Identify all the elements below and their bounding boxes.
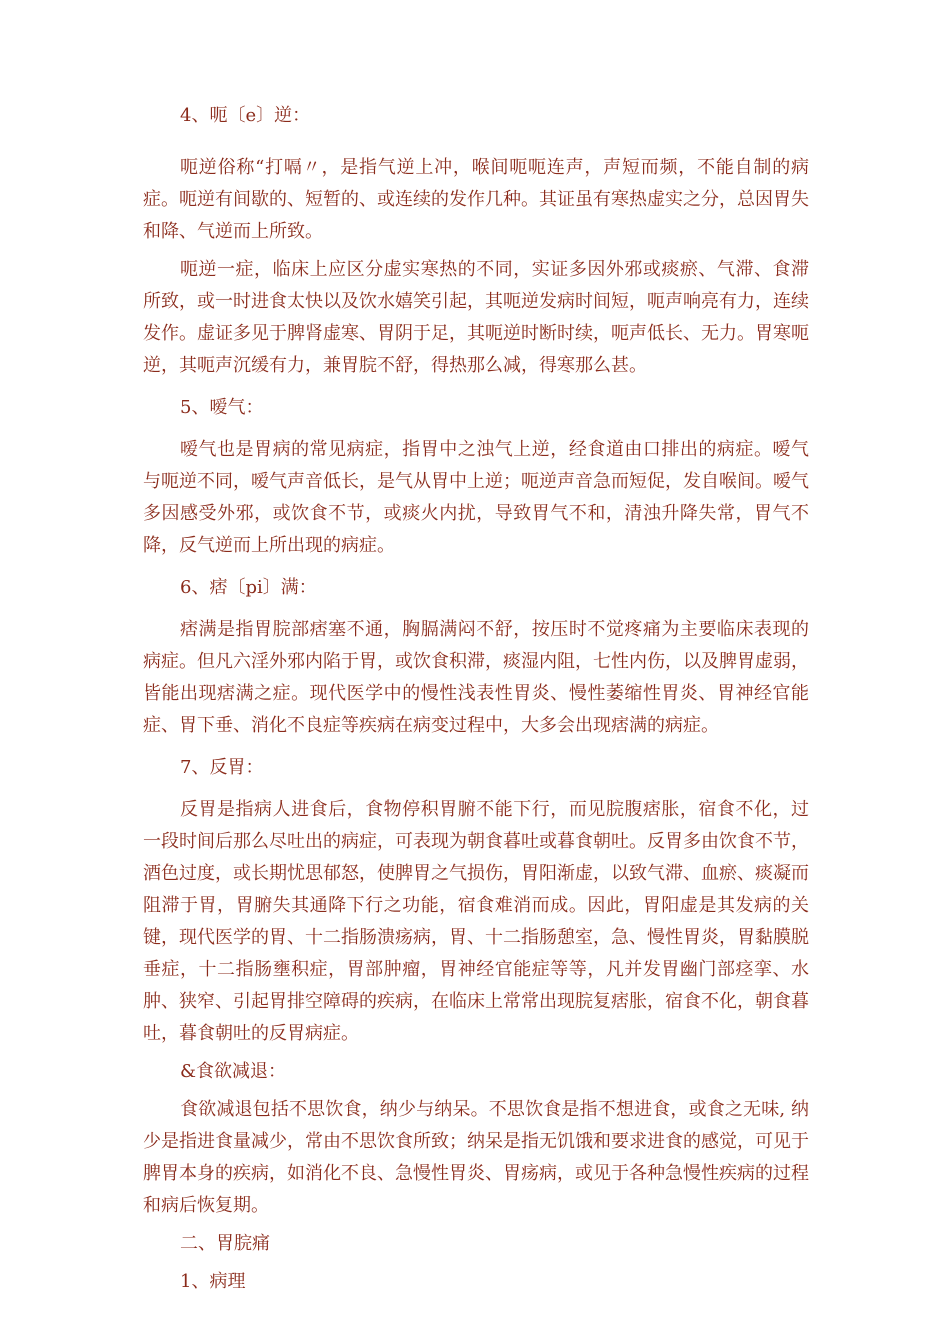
- paragraph: 呃逆一症，临床上应区分虚实寒热的不同，实证多因外邪或痰瘀、气滞、食滞所致，或一时进食太快以及饮水嬉笑引起，其呃逆发病时间短，呃声响亮有力，连续发作。虚证多见于脾肾虚寒、胃阴于足，其呃逆时断时续，呃声低长、无力。胃寒呃逆，其呃声沉缓有力，兼胃脘不舒，得热那么减，得寒那么甚。: [143, 259, 809, 376]
- section-heading: 6、痞〔pi〕满：: [180, 577, 317, 598]
- paragraph: 嗳气也是胃病的常见病症，指胃中之浊气上逆，经食道由口排出的病症。嗳气与呃逆不同，嗳气声音低长，是气从胃中上逆；呃逆声音急而短促，发自喉间。嗳气多因感受外邪，或饮食不节，或痰火内扰，导致胃气不和，清浊升降失常，胃气不降，反气逆而上所出现的病症。: [143, 439, 809, 556]
- section-fullness: [143, 572, 809, 742]
- section-heading: 5、嗳气：: [180, 397, 264, 418]
- paragraph: 呃逆俗称“打嗝〃，是指气逆上冲，喉间呃呃连声，声短而频，不能自制的病症。呃逆有间歇的、短暂的、或连续的发作几种。其证虽有寒热虚实之分，总因胃失和降、气逆而上所致。: [143, 157, 809, 242]
- section-heading: 4、呃〔e〕逆：: [180, 105, 311, 126]
- section-appetite-loss: [143, 1056, 809, 1222]
- paragraph: 反胃是指病人进食后，食物停积胃腑不能下行，而见脘腹痞胀，宿食不化，过一段时间后那么尽吐出的病症，可表现为朝食暮吐或暮食朝吐。反胃多由饮食不节，酒色过度，或长期忧思郁怒，使脾胃之气损伤，胃阳渐虚，以致气滞、血瘀、痰凝而阻滞于胃，胃腑失其通降下行之功能，宿食难消而成。因此，胃阳虚是其发病的关键，现代医学的胃、十二指肠溃疡病，胃、十二指肠憩室，急、慢性胃炎，胃黏膜脱垂症，十二指肠壅积症，胃部肿瘤，胃神经官能症等等，凡并发胃幽门部痉挛、水肿、狭窄、引起胃排空障碍的疾病，在临床上常常出现脘复痞胀，宿食不化，朝食暮吐，暮食朝吐的反胃病症。: [143, 799, 809, 1044]
- paragraph: 痞满是指胃脘部痞塞不通，胸膈满闷不舒，按压时不觉疼痛为主要临床表现的病症。但凡六淫外邪内陷于胃，或饮食积滞，痰湿内阻，七性内伤，以及脾胃虚弱，皆能出现痞满之症。现代医学中的慢性浅表性胃炎、慢性萎缩性胃炎、胃神经官能症、胃下垂、消化不良症等疾病在病变过程中，大多会出现痞满的病症。: [143, 619, 809, 736]
- section-pathology: [143, 1266, 809, 1298]
- section-heading: &食欲减退：: [180, 1061, 287, 1082]
- section-stomach-pain: [143, 1228, 809, 1260]
- paragraph: 食欲减退包括不思饮食，纳少与纳呆。不思饮食是指不想进食，或食之无味, 纳少是指进食量减少，常由不思饮食所致；纳呆是指无饥饿和要求进食的感觉，可见于脾胃本身的疾病，如消化不良、急慢性胃炎、胃疡病，或见于各种急慢性疾病的过程和病后恢复期。: [143, 1099, 809, 1216]
- section-regurgitation: [143, 752, 809, 1050]
- section-heading: 1、病理: [180, 1271, 246, 1292]
- document-body: [143, 100, 809, 1298]
- section-heading: 7、反胃：: [180, 757, 264, 778]
- section-heading: 二、胃脘痛: [180, 1233, 270, 1254]
- section-belching: [143, 392, 809, 562]
- section-hiccup: [143, 100, 809, 382]
